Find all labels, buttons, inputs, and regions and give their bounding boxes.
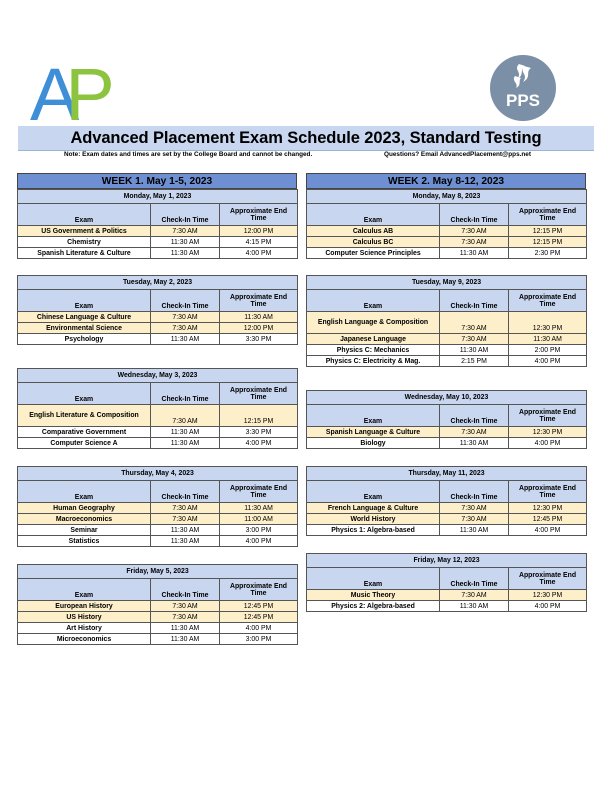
checkin-time: 7:30 AM <box>440 312 509 334</box>
pps-logo-text: PPS <box>505 91 541 110</box>
day-title: Wednesday, May 10, 2023 <box>307 391 587 405</box>
checkin-time: 7:30 AM <box>440 590 509 601</box>
checkin-time: 7:30 AM <box>151 226 220 237</box>
checkin-time: 7:30 AM <box>440 503 509 514</box>
checkin-time: 7:30 AM <box>151 323 220 334</box>
checkin-time: 7:30 AM <box>151 405 220 427</box>
exam-row <box>18 514 298 525</box>
end-time: 12:00 PM <box>220 226 298 237</box>
checkin-time: 7:30 AM <box>151 514 220 525</box>
day-title: Monday, May 1, 2023 <box>18 190 298 204</box>
exam-row <box>307 356 587 367</box>
end-time: 3:30 PM <box>220 334 298 345</box>
end-time: 12:45 PM <box>509 514 587 525</box>
column-header-exam: Exam <box>307 405 440 427</box>
end-time: 12:30 PM <box>509 312 587 334</box>
exam-row <box>307 601 587 612</box>
column-header-exam: Exam <box>18 290 151 312</box>
column-header-end: Approximate End Time <box>220 290 298 312</box>
end-time: 4:00 PM <box>509 356 587 367</box>
exam-name: English Language & Composition <box>307 312 440 334</box>
end-time: 3:00 PM <box>220 634 298 645</box>
checkin-time: 7:30 AM <box>151 503 220 514</box>
exam-row <box>307 334 587 345</box>
exam-row <box>307 438 587 449</box>
day-table <box>17 564 298 645</box>
day-title: Thursday, May 4, 2023 <box>18 467 298 481</box>
checkin-time: 2:15 PM <box>440 356 509 367</box>
end-time: 2:30 PM <box>509 248 587 259</box>
exam-name: Comparative Government <box>18 427 151 438</box>
week-1-column <box>17 173 297 645</box>
column-header-checkin: Check-In Time <box>440 568 509 590</box>
column-header-end: Approximate End Time <box>220 383 298 405</box>
exam-name: US Government & Politics <box>18 226 151 237</box>
exam-name: Art History <box>18 623 151 634</box>
exam-name: World History <box>307 514 440 525</box>
column-header-end: Approximate End Time <box>220 579 298 601</box>
exam-name: European History <box>18 601 151 612</box>
exam-row <box>18 503 298 514</box>
column-header-end: Approximate End Time <box>509 405 587 427</box>
week-header: WEEK 2. May 8-12, 2023 <box>306 173 586 189</box>
column-header-end: Approximate End Time <box>509 290 587 312</box>
exam-row <box>18 427 298 438</box>
end-time: 12:45 PM <box>220 612 298 623</box>
exam-name: Calculus AB <box>307 226 440 237</box>
checkin-time: 7:30 AM <box>151 612 220 623</box>
checkin-time: 7:30 AM <box>440 237 509 248</box>
day-title: Friday, May 5, 2023 <box>18 565 298 579</box>
exam-name: Environmental Science <box>18 323 151 334</box>
exam-row <box>307 590 587 601</box>
end-time: 4:00 PM <box>220 248 298 259</box>
column-header-exam: Exam <box>307 481 440 503</box>
exam-row <box>307 226 587 237</box>
exam-row <box>18 226 298 237</box>
end-time: 12:15 PM <box>509 237 587 248</box>
column-header-end: Approximate End Time <box>509 568 587 590</box>
column-header-checkin: Check-In Time <box>440 290 509 312</box>
day-table <box>306 466 587 536</box>
week-header: WEEK 1. May 1-5, 2023 <box>17 173 297 189</box>
column-header-exam: Exam <box>307 204 440 226</box>
column-header-exam: Exam <box>18 383 151 405</box>
day-table <box>17 275 298 345</box>
checkin-time: 7:30 AM <box>440 334 509 345</box>
exam-name: Spanish Literature & Culture <box>18 248 151 259</box>
column-header-checkin: Check-In Time <box>151 383 220 405</box>
exam-name: Physics C: Electricity & Mag. <box>307 356 440 367</box>
day-table <box>17 189 298 259</box>
checkin-time: 7:30 AM <box>440 427 509 438</box>
exam-row <box>18 623 298 634</box>
exam-row <box>18 248 298 259</box>
end-time: 11:30 AM <box>509 334 587 345</box>
end-time: 12:30 PM <box>509 427 587 438</box>
exam-row <box>18 323 298 334</box>
checkin-time: 11:30 AM <box>440 345 509 356</box>
exam-name: US History <box>18 612 151 623</box>
exam-name: Chemistry <box>18 237 151 248</box>
exam-name: Physics 2: Algebra-based <box>307 601 440 612</box>
exam-name: Physics 1: Algebra-based <box>307 525 440 536</box>
column-header-checkin: Check-In Time <box>440 405 509 427</box>
pps-logo <box>489 54 557 122</box>
column-header-checkin: Check-In Time <box>151 481 220 503</box>
day-table <box>306 553 587 612</box>
day-title: Monday, May 8, 2023 <box>307 190 587 204</box>
end-time: 4:00 PM <box>509 525 587 536</box>
exam-row <box>18 334 298 345</box>
exam-row <box>18 536 298 547</box>
exam-row <box>18 237 298 248</box>
exam-row <box>18 525 298 536</box>
column-header-exam: Exam <box>307 568 440 590</box>
exam-name: Chinese Language & Culture <box>18 312 151 323</box>
day-table <box>306 275 587 367</box>
end-time: 11:00 AM <box>220 514 298 525</box>
exam-name: Calculus BC <box>307 237 440 248</box>
checkin-time: 7:30 AM <box>440 226 509 237</box>
column-header-checkin: Check-In Time <box>440 204 509 226</box>
checkin-time: 7:30 AM <box>440 514 509 525</box>
end-time: 12:15 PM <box>509 226 587 237</box>
day-title: Tuesday, May 9, 2023 <box>307 276 587 290</box>
column-header-exam: Exam <box>307 290 440 312</box>
ap-logo-a: AP <box>30 58 101 126</box>
exam-row <box>18 438 298 449</box>
column-header-end: Approximate End Time <box>509 481 587 503</box>
end-time: 4:00 PM <box>220 536 298 547</box>
page-title: Advanced Placement Exam Schedule 2023, Standard Testing <box>70 128 542 147</box>
checkin-time: 11:30 AM <box>151 525 220 536</box>
column-header-exam: Exam <box>18 579 151 601</box>
dates-note: Note: Exam dates and times are set by the College Board and cannot be changed. <box>64 151 313 158</box>
end-time: 11:30 AM <box>220 503 298 514</box>
exam-name: Macroeconomics <box>18 514 151 525</box>
exam-name: Physics C: Mechanics <box>307 345 440 356</box>
exam-row <box>307 503 587 514</box>
exam-row <box>307 525 587 536</box>
checkin-time: 11:30 AM <box>151 623 220 634</box>
exam-name: English Literature & Composition <box>18 405 151 427</box>
exam-row <box>307 514 587 525</box>
column-header-end: Approximate End Time <box>220 204 298 226</box>
end-time: 11:30 AM <box>220 312 298 323</box>
end-time: 12:30 PM <box>509 590 587 601</box>
column-header-checkin: Check-In Time <box>151 290 220 312</box>
exam-row <box>18 405 298 427</box>
checkin-time: 11:30 AM <box>151 334 220 345</box>
end-time: 12:30 PM <box>509 503 587 514</box>
column-header-exam: Exam <box>18 204 151 226</box>
end-time: 4:00 PM <box>220 438 298 449</box>
exam-row <box>18 601 298 612</box>
exam-name: Computer Science A <box>18 438 151 449</box>
exam-name: Microeconomics <box>18 634 151 645</box>
exam-name: Human Geography <box>18 503 151 514</box>
end-time: 4:00 PM <box>509 438 587 449</box>
week-2-column <box>306 173 586 612</box>
checkin-time: 11:30 AM <box>440 601 509 612</box>
exam-name: Seminar <box>18 525 151 536</box>
day-title: Thursday, May 11, 2023 <box>307 467 587 481</box>
column-header-checkin: Check-In Time <box>151 579 220 601</box>
exam-row <box>307 248 587 259</box>
end-time: 3:30 PM <box>220 427 298 438</box>
title-bar <box>18 126 594 151</box>
checkin-time: 11:30 AM <box>151 536 220 547</box>
contact-note: Questions? Email AdvancedPlacement@pps.net <box>384 151 531 158</box>
end-time: 4:15 PM <box>220 237 298 248</box>
day-table <box>306 390 587 449</box>
end-time: 12:00 PM <box>220 323 298 334</box>
exam-name: French Language & Culture <box>307 503 440 514</box>
exam-name: Statistics <box>18 536 151 547</box>
exam-name: Spanish Language & Culture <box>307 427 440 438</box>
exam-row <box>307 237 587 248</box>
column-header-end: Approximate End Time <box>220 481 298 503</box>
end-time: 2:00 PM <box>509 345 587 356</box>
exam-name: Computer Science Principles <box>307 248 440 259</box>
checkin-time: 7:30 AM <box>151 601 220 612</box>
end-time: 4:00 PM <box>509 601 587 612</box>
exam-name: Biology <box>307 438 440 449</box>
day-title: Tuesday, May 2, 2023 <box>18 276 298 290</box>
checkin-time: 7:30 AM <box>151 312 220 323</box>
day-title: Wednesday, May 3, 2023 <box>18 369 298 383</box>
end-time: 12:15 PM <box>220 405 298 427</box>
checkin-time: 11:30 AM <box>440 248 509 259</box>
exam-name: Japanese Language <box>307 334 440 345</box>
exam-row <box>307 312 587 334</box>
exam-row <box>18 612 298 623</box>
exam-row <box>307 345 587 356</box>
checkin-time: 11:30 AM <box>440 438 509 449</box>
end-time: 4:00 PM <box>220 623 298 634</box>
checkin-time: 11:30 AM <box>151 634 220 645</box>
day-table <box>17 368 298 449</box>
column-header-checkin: Check-In Time <box>440 481 509 503</box>
column-header-end: Approximate End Time <box>509 204 587 226</box>
end-time: 3:00 PM <box>220 525 298 536</box>
column-header-exam: Exam <box>18 481 151 503</box>
checkin-time: 11:30 AM <box>151 438 220 449</box>
checkin-time: 11:30 AM <box>151 427 220 438</box>
exam-name: Music Theory <box>307 590 440 601</box>
exam-row <box>18 634 298 645</box>
exam-name: Psychology <box>18 334 151 345</box>
checkin-time: 11:30 AM <box>440 525 509 536</box>
day-table <box>17 466 298 547</box>
day-table <box>306 189 587 259</box>
end-time: 12:45 PM <box>220 601 298 612</box>
ap-logo <box>30 58 135 126</box>
exam-row <box>18 312 298 323</box>
column-header-checkin: Check-In Time <box>151 204 220 226</box>
exam-row <box>307 427 587 438</box>
day-title: Friday, May 12, 2023 <box>307 554 587 568</box>
checkin-time: 11:30 AM <box>151 248 220 259</box>
checkin-time: 11:30 AM <box>151 237 220 248</box>
